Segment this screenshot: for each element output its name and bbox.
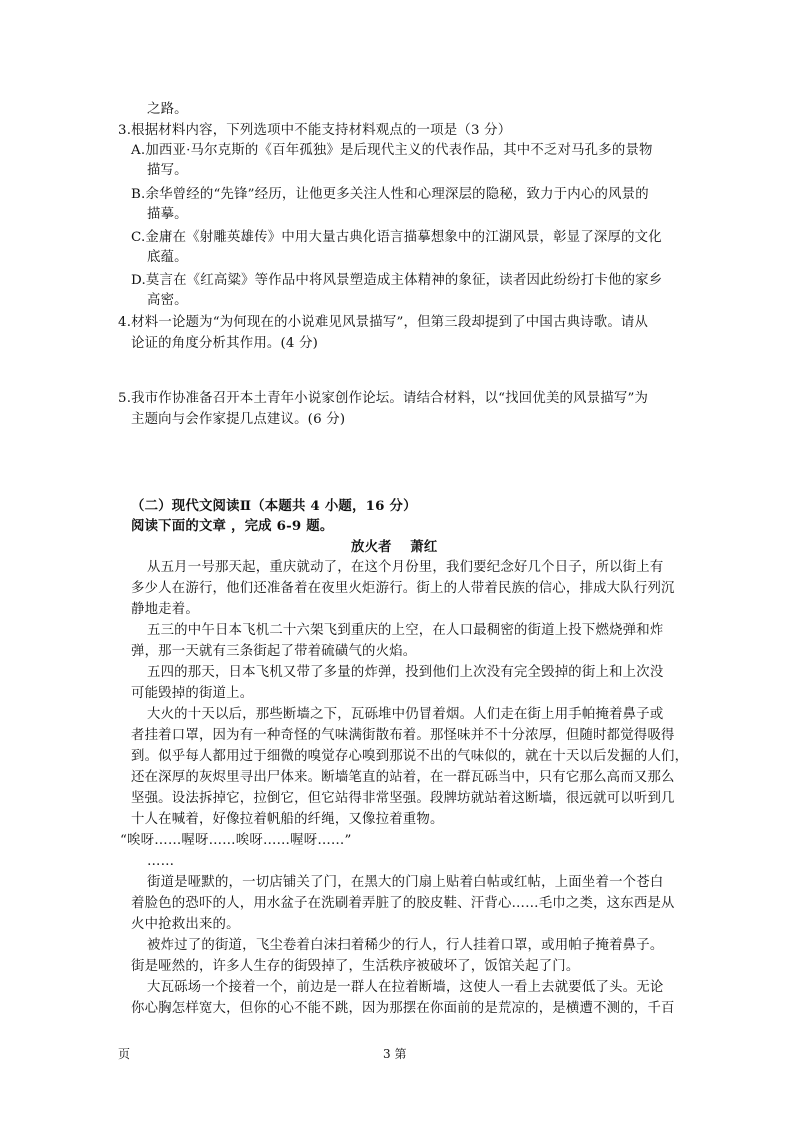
article-line: 者挂着口罩，因为有一种奇怪的气味满街散布着。那怪味并不十分浓厚，但随时都觉得吸得 bbox=[131, 728, 675, 743]
footer-page-label-left: 页 bbox=[118, 1047, 131, 1061]
article-line: 街道是哑默的，一切店铺关了门，在黑大的门扇上贴着白帖或红帖，上面坐着一个苍白 bbox=[147, 875, 664, 890]
article-line: 静地走着。 bbox=[131, 602, 199, 617]
article-line: “唉呀……喔呀……唉呀……喔呀……” bbox=[120, 833, 352, 848]
article-line: 弹，那一天就有三条街起了带着硫磺气的火焰。 bbox=[131, 644, 417, 659]
question-3-option-d-cont: 高密。 bbox=[147, 293, 188, 308]
question-3-option-c-cont: 底蕴。 bbox=[147, 250, 188, 265]
article-title: 放火者 萧红 bbox=[351, 539, 438, 555]
article-line: 可能毁掉的街道上。 bbox=[131, 686, 254, 701]
article-line: 多少人在游行，他们还准备着在夜里火炬游行。街上的人带着民族的信心，排成大队行列沉 bbox=[131, 581, 675, 596]
article-line: 着脸色的恐吓的人，用水盆子在洗刷着弄脏了的胶皮鞋、汗背心……毛巾之类，这东西是从 bbox=[131, 896, 675, 911]
article-line: 大火的十天以后，那些断墙之下，瓦砾堆中仍冒着烟。人们走在街上用手帕掩着鼻子或 bbox=[147, 707, 664, 722]
article-line: 到。似乎每人都用过于细微的嗅觉存心嗅到那说不出的气味似的，就在十天以后发掘的人们， bbox=[131, 749, 689, 764]
question-3-option-d: D.莫言在《红高粱》等作品中将风景塑造成主体精神的象征，读者因此纷纷打卡他的家乡 bbox=[131, 273, 663, 288]
question-3-option-a: A.加西亚·马尔克斯的《百年孤独》是后现代主义的代表作品，其中不乏对马孔多的景物 bbox=[131, 143, 653, 158]
previous-paragraph-end: 之路。 bbox=[147, 102, 188, 117]
section-heading: （二）现代文阅读Ⅱ（本题共 4 小题，16 分） bbox=[131, 498, 417, 514]
article-line: 五四的那天，日本飞机又带了多量的炸弹，投到他们上次没有完全毁掉的街上和上次没 bbox=[147, 665, 664, 680]
article-line: 街是哑然的，许多人生存的街毁掉了，生活秩序被破坏了，饭馆关起了门。 bbox=[131, 959, 580, 974]
article-line: 你心胸怎样宽大，但你的心不能不跳，因为那摆在你面前的是荒凉的，是横遭不测的，千百 bbox=[131, 1001, 675, 1016]
reading-instruction: 阅读下面的文章 ，完成 6-9 题。 bbox=[131, 518, 334, 534]
article-line: 十人在喊着，好像拉着帆船的纤绳，又像拉着重物。 bbox=[131, 812, 444, 827]
article-line: 被炸过了的街道，飞尘卷着白沫扫着稀少的行人，行人挂着口罩，或用帕子掩着鼻子。 bbox=[147, 938, 664, 953]
question-3-stem: 3.根据材料内容，下列选项中不能支持材料观点的一项是（3 分） bbox=[118, 123, 512, 138]
article-line: …… bbox=[147, 854, 175, 869]
question-4-cont: 论证的角度分析其作用。(4 分) bbox=[131, 336, 319, 351]
article-line: 五三的中午日本飞机二十六架飞到重庆的上空，在人口最稠密的街道上投下燃烧弹和炸 bbox=[147, 623, 664, 638]
article-line: 从五月一号那天起，重庆就动了，在这个月份里，我们要纪念好几个日子，所以街上有 bbox=[147, 560, 664, 575]
question-3-option-c: C.金庸在《射雕英雄传》中用大量古典化语言描摹想象中的江湖风景，彰显了深厚的文化 bbox=[131, 230, 662, 245]
question-3-option-b-cont: 描摹。 bbox=[147, 207, 188, 222]
question-4: 4.材料一论题为“为何现在的小说难见风景描写”，但第三段却提到了中国古典诗歌。请从 bbox=[118, 315, 649, 330]
article-line: 坚强。设法拆掉它，拉倒它，但它站得非常坚强。段牌坊就站着这断墙，很远就可以听到几 bbox=[131, 791, 675, 806]
question-3-option-b: B.余华曾经的“先锋”经历，让他更多关注人性和心理深层的隐秘，致力于内心的风景的 bbox=[131, 187, 649, 202]
article-line: 还在深厚的灰烬里寻出尸体来。断墙笔直的站着，在一群瓦砾当中，只有它那么高而又那么 bbox=[131, 770, 675, 785]
question-5-cont: 主题向与会作家提几点建议。(6 分) bbox=[131, 412, 346, 427]
question-5: 5.我市作协准备召开本土青年小说家创作论坛。请结合材料，以“找回优美的风景描写”为 bbox=[118, 391, 649, 406]
footer-page-number: 3 第 bbox=[383, 1047, 407, 1061]
article-line: 火中抢救出来的。 bbox=[131, 917, 240, 932]
article-line: 大瓦砾场一个接着一个，前边是一群人在拉着断墙，这使人一看上去就要低了头。无论 bbox=[147, 980, 664, 995]
question-3-option-a-cont: 描写。 bbox=[147, 163, 188, 178]
